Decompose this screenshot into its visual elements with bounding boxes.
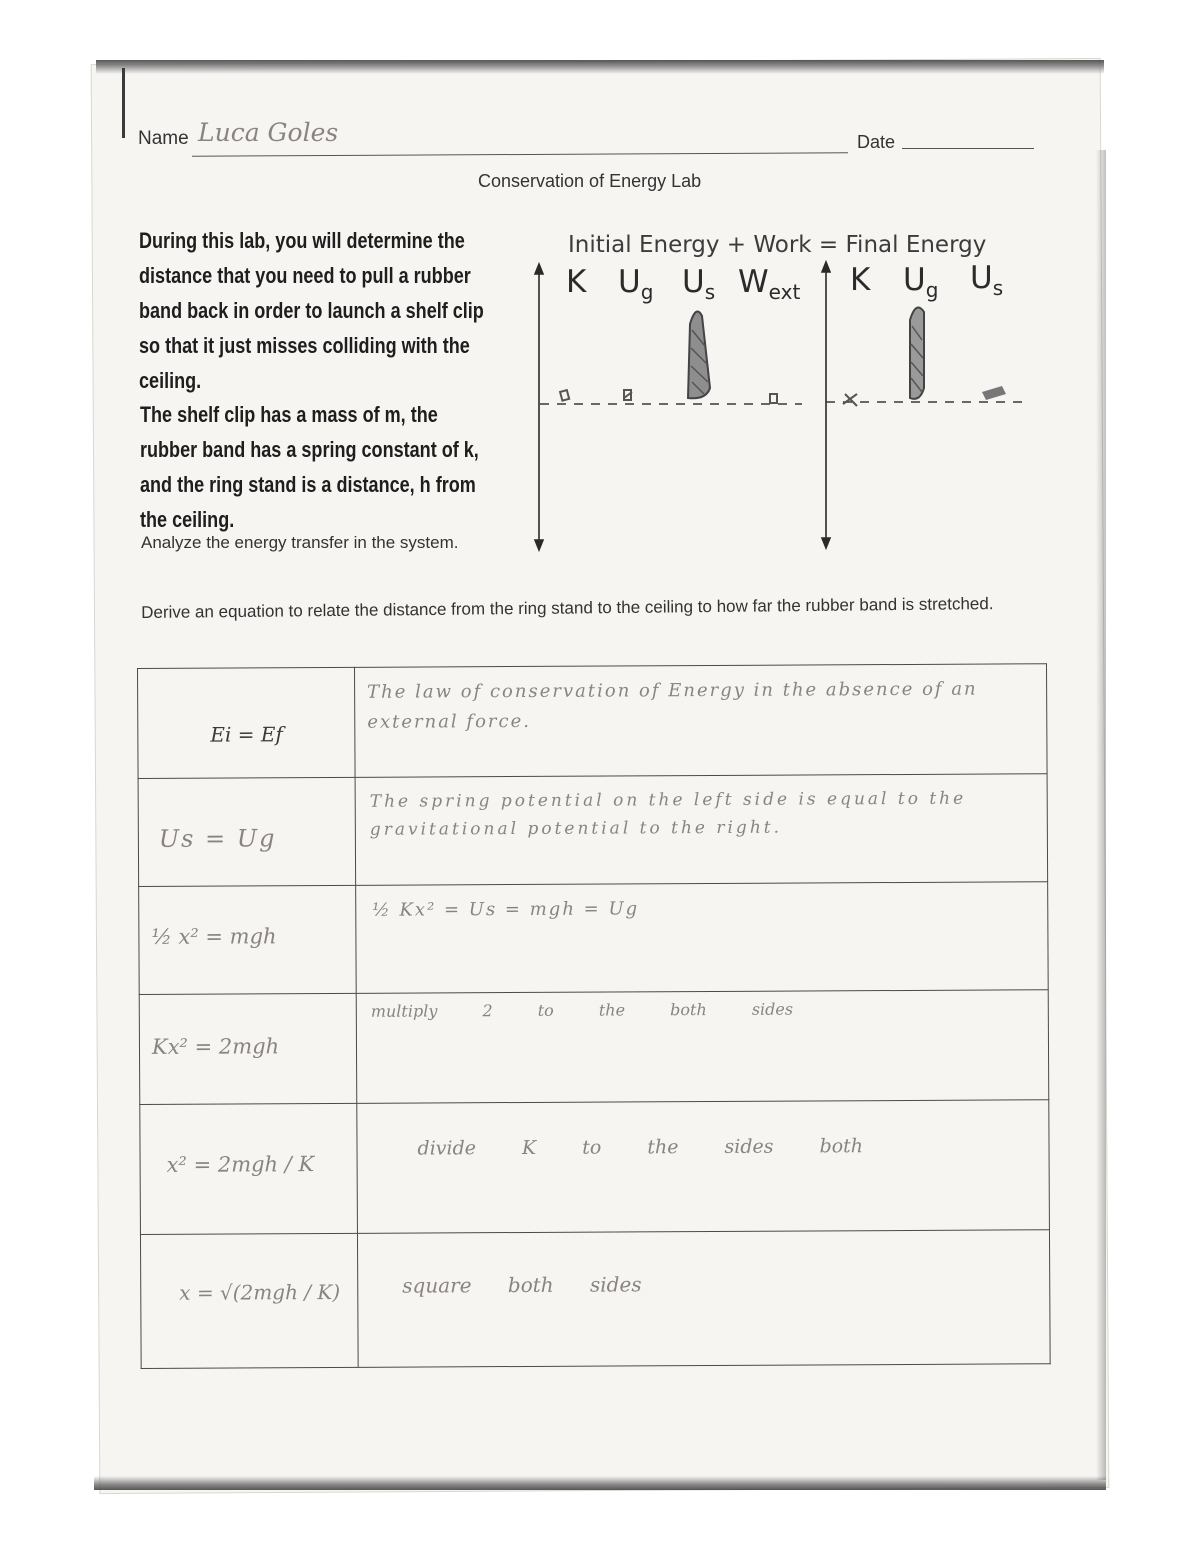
- energy-bar-chart: [520, 260, 1040, 560]
- final-ug-bar: [910, 308, 924, 399]
- lab-title: Conservation of Energy Lab: [478, 171, 702, 191]
- page-bottom-edge: [94, 1476, 1106, 1490]
- row6-explanation: square both sides: [402, 1272, 642, 1298]
- initial-axis: [535, 264, 543, 550]
- final-axis: [822, 262, 830, 548]
- initial-wext-label: $W_{ext}$: [738, 264, 801, 305]
- table-cell-explanation: [357, 1100, 1050, 1234]
- row3-equation: ½ x² = mgh: [151, 924, 277, 949]
- initial-wext-zero-mark: [770, 394, 777, 403]
- row5-equation: x² = 2mgh / K: [166, 1152, 315, 1177]
- intro-paragraph-1: During this lab, you will determine the distance that you need to pull a rubber band back in order to launch a shelf clip so that it just misses colliding with the ceiling.: [139, 228, 484, 393]
- table-cell-explanation: [356, 882, 1049, 994]
- initial-us-bar: [688, 312, 710, 399]
- table-cell-equation: [139, 885, 357, 994]
- analyze-prompt: Analyze the energy transfer in the system.: [141, 533, 459, 552]
- row4-explanation: multiply 2 to the both sides: [370, 999, 794, 1021]
- initial-k-label: K: [566, 264, 587, 300]
- table-cell-equation: [140, 1103, 358, 1234]
- table-cell-explanation: [355, 774, 1048, 886]
- table-cell-equation: [138, 667, 356, 778]
- table-row: [139, 882, 1049, 995]
- table-cell-equation: [140, 1233, 358, 1368]
- table-cell-equation: [139, 993, 357, 1104]
- initial-ug-label: $U_g$: [618, 264, 654, 305]
- name-value: Luca Goles: [198, 118, 339, 147]
- name-label: Name: [138, 128, 189, 149]
- final-k-label: K: [850, 262, 871, 298]
- table-row: [138, 664, 1048, 779]
- row1-explanation: The law of conservation of Energy in the absence of an external force.: [367, 678, 978, 733]
- table-row: [140, 1230, 1050, 1369]
- initial-us-label: $U_s$: [682, 264, 716, 305]
- page-right-shadow: [1096, 150, 1106, 1480]
- binder-mark: [122, 68, 125, 138]
- row2-explanation: The spring potential on the left side is equal to the gravitational potential to the right.: [369, 788, 967, 840]
- row5-explanation: divide K to the sides both: [417, 1135, 864, 1160]
- row1-equation: Ei = Ef: [210, 722, 283, 747]
- date-line: [902, 148, 1034, 149]
- final-k-zero-mark: [843, 394, 857, 406]
- final-us-zero-mark: [982, 386, 1006, 400]
- initial-ug-zero-mark: [624, 390, 632, 400]
- derive-prompt: Derive an equation to relate the distance from the ring stand to the ceiling to how far the rubber band is stretched.: [141, 594, 994, 622]
- intro-paragraph-2: The shelf clip has a mass of m, the rubber band has a spring constant of k, and the ring stand is a distance, h from the ceiling.: [140, 402, 479, 532]
- row4-equation: Kx² = 2mgh: [151, 1034, 280, 1059]
- table-cell-explanation: [356, 990, 1049, 1104]
- final-ug-label: $U_g$: [903, 262, 939, 303]
- row3-explanation: ½ Kx² = Us = mgh = Ug: [372, 898, 640, 921]
- derivation-table: [137, 663, 1051, 1369]
- page-top-edge: [96, 60, 1104, 74]
- table-row: [138, 774, 1048, 887]
- energy-equation: Initial Energy + Work = Final Energy: [568, 232, 987, 258]
- row2-equation: Us = Ug: [158, 824, 277, 853]
- date-label: Date: [857, 132, 896, 152]
- table-row: [139, 990, 1049, 1105]
- row6-equation: x = √(2mgh / K): [179, 1279, 341, 1305]
- table-cell-explanation: [357, 1230, 1050, 1368]
- initial-k-zero-mark: [560, 390, 569, 401]
- table-row: [140, 1100, 1050, 1235]
- table-cell-explanation: [354, 664, 1047, 778]
- table-cell-equation: [138, 777, 356, 886]
- final-us-label: $U_s$: [970, 260, 1004, 301]
